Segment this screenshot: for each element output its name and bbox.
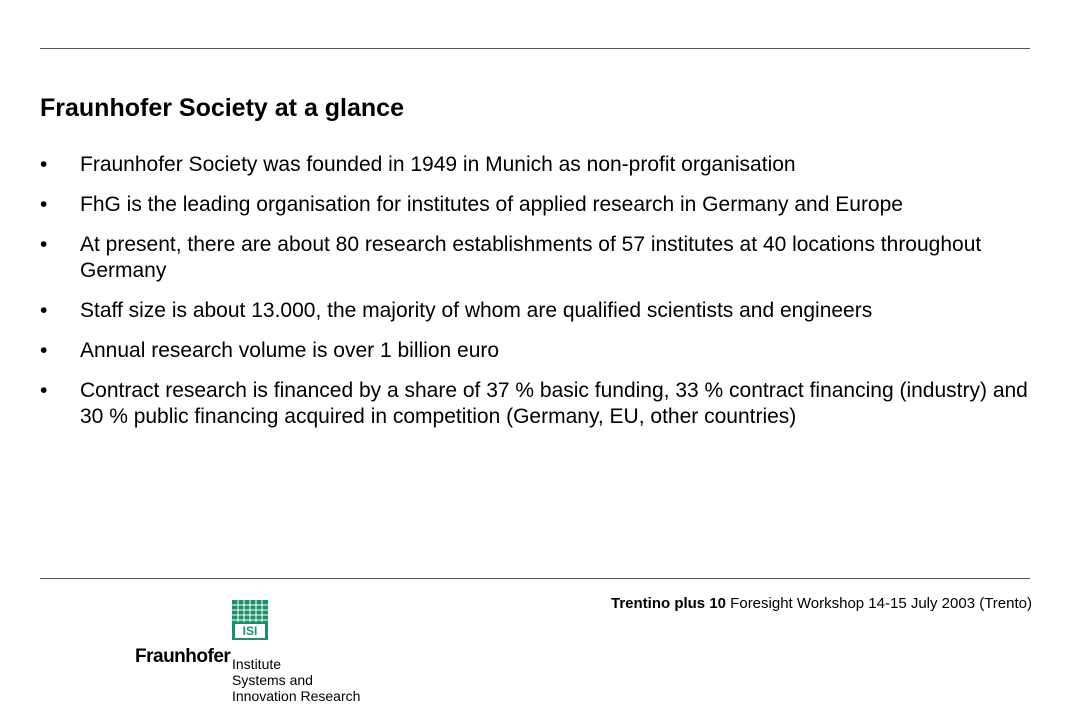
top-divider bbox=[40, 48, 1030, 49]
bullet-item bbox=[40, 192, 1040, 218]
bullet-list bbox=[40, 152, 1040, 444]
bullet-text: Annual research volume is over 1 billion euro bbox=[80, 339, 500, 362]
bullet-glyph: • bbox=[40, 193, 48, 216]
bullet-glyph: • bbox=[40, 379, 48, 402]
event-name: Trentino plus 10 bbox=[610, 595, 727, 612]
bullet-text: Fraunhofer Society was founded in 1949 in Munich as non-profit organisation bbox=[80, 153, 796, 176]
bullet-glyph: • bbox=[40, 339, 48, 362]
institute-line: Innovation Research bbox=[232, 688, 361, 704]
isi-logo-icon bbox=[232, 600, 268, 640]
bullet-text: FhG is the leading organisation for institutes of applied research in Germany and Europe bbox=[80, 193, 903, 216]
bullet-glyph: • bbox=[40, 233, 48, 256]
slide-title: Fraunhofer Society at a glance bbox=[40, 94, 404, 122]
institute-line: Systems and bbox=[232, 672, 313, 688]
bullet-item bbox=[40, 152, 1040, 178]
institute-line: Institute bbox=[232, 656, 282, 672]
footer-event-line bbox=[611, 594, 1032, 614]
fraunhofer-wordmark: Fraunhofer bbox=[135, 646, 231, 667]
isi-mark-text: ISI bbox=[242, 624, 258, 638]
bullet-text: Contract research is financed by a share of 37 % basic funding, 33 % contract financing (industry) and 30 % public financing acquired in competition (Germany, EU, other countries) bbox=[80, 379, 1028, 428]
bullet-item bbox=[40, 298, 1040, 324]
bottom-divider bbox=[40, 578, 1030, 579]
event-details: Foresight Workshop 14-15 July 2003 (Trento) bbox=[726, 595, 1032, 612]
institute-name bbox=[232, 656, 360, 704]
bullet-item bbox=[40, 378, 1040, 430]
bullet-item bbox=[40, 232, 1040, 284]
bullet-glyph: • bbox=[40, 153, 48, 176]
bullet-text: At present, there are about 80 research establishments of 57 institutes at 40 locations throughout Germany bbox=[80, 233, 982, 282]
bullet-item bbox=[40, 338, 1040, 364]
bullet-glyph: • bbox=[40, 299, 48, 322]
bullet-text: Staff size is about 13.000, the majority of whom are qualified scientists and engineers bbox=[80, 299, 873, 322]
